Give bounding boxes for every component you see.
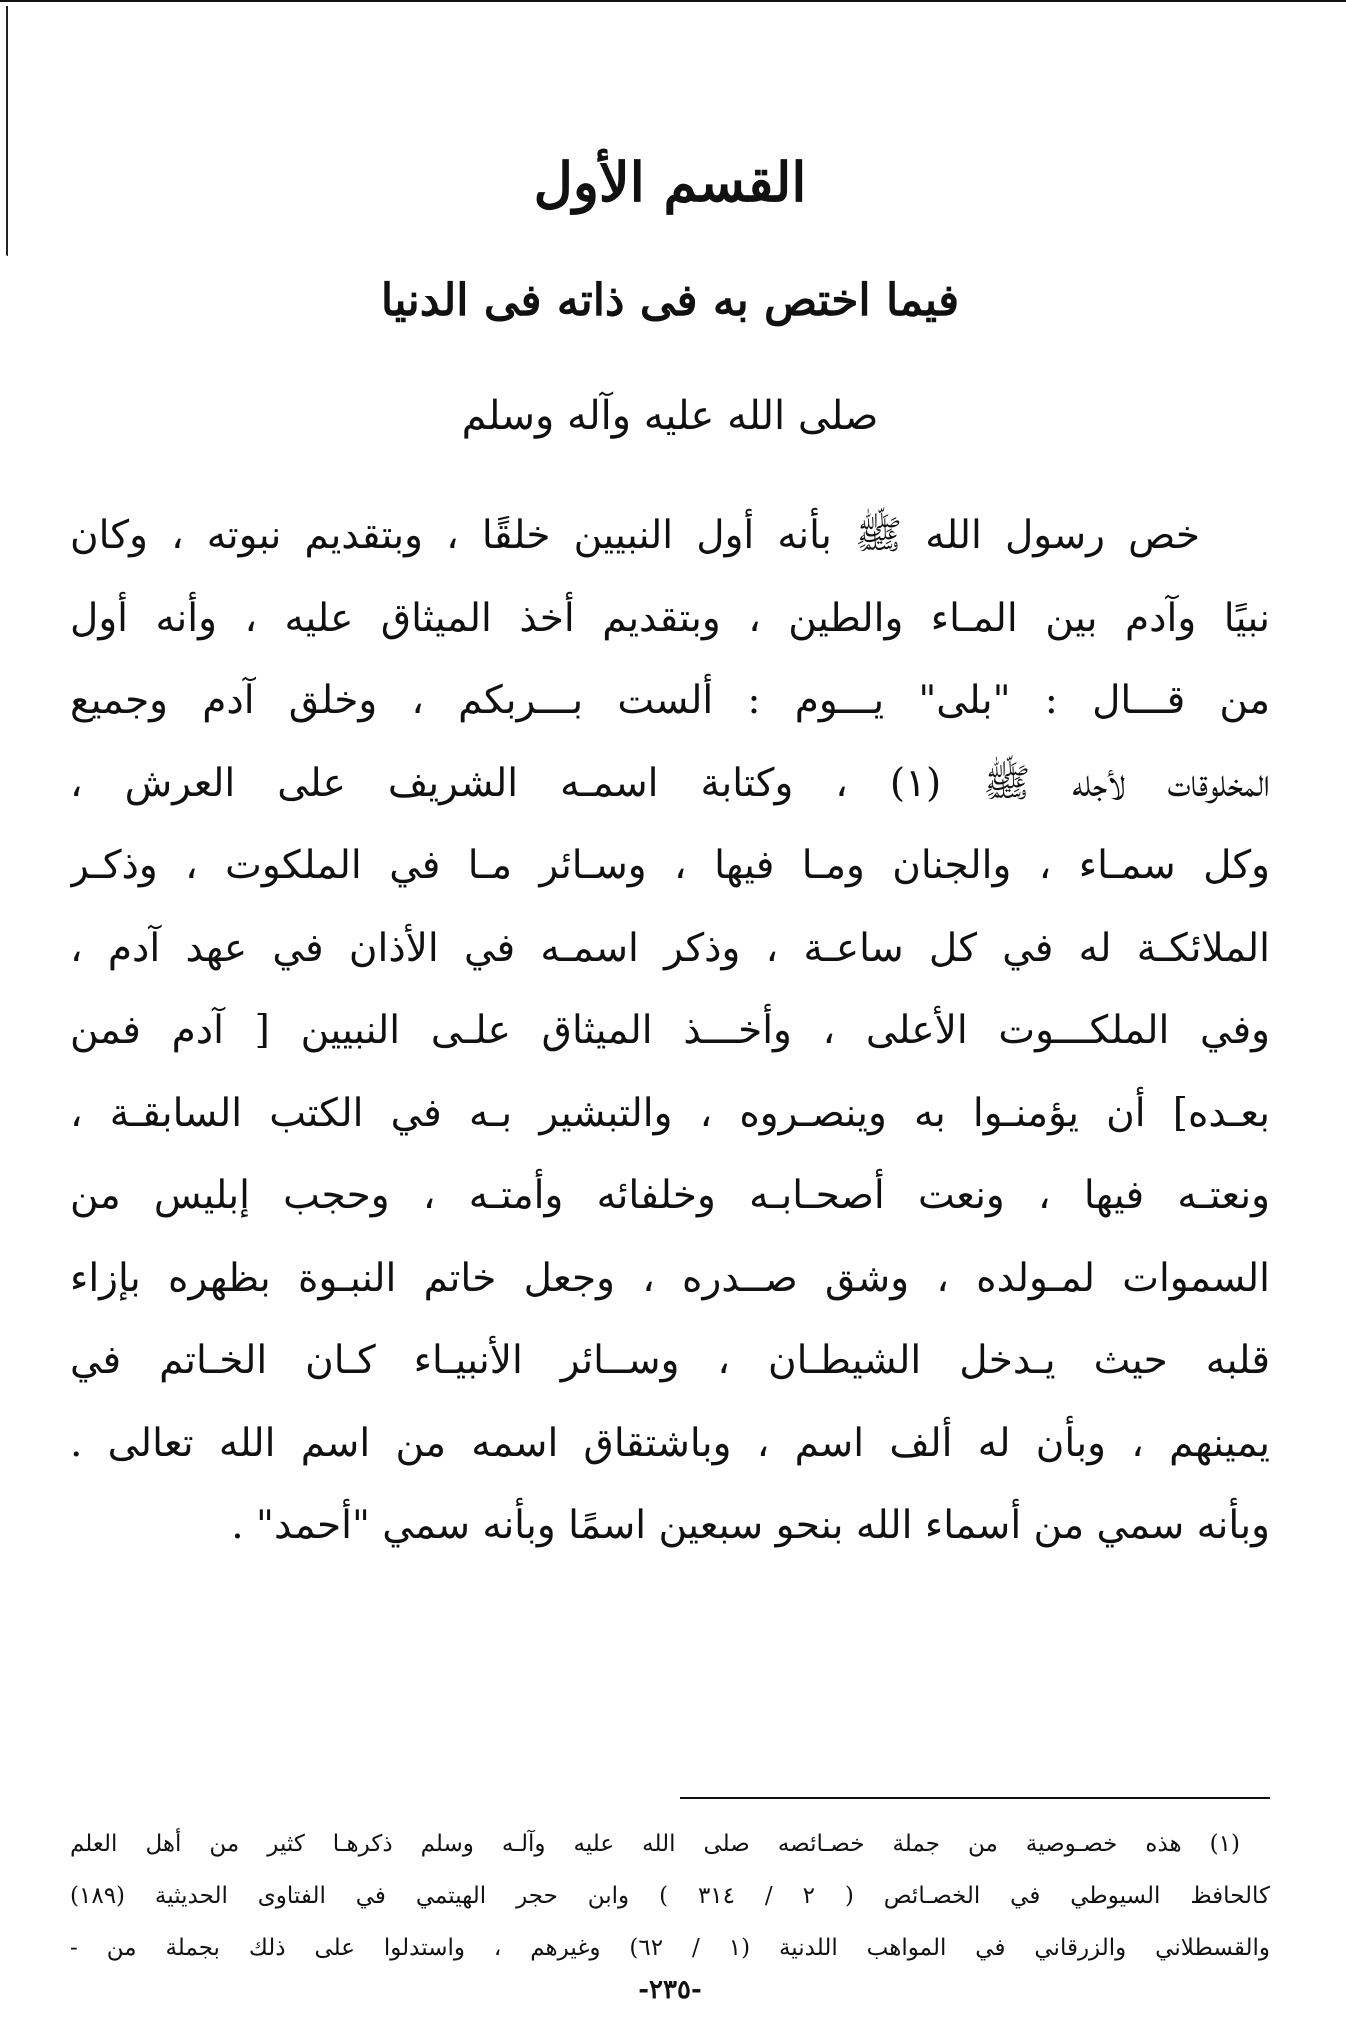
page-title: القسم الأول — [533, 150, 807, 214]
body-line: ونعتـه فيها ، ونعت أصحـابـه وخلفائه وأمتـه ، وحجب إبليس من — [70, 1173, 1270, 1218]
body-line: من قـــال : "بلى" يـــوم : ألست بـــربكم ، وخلق آدم وجميع — [70, 678, 1270, 723]
body-line: السموات لمـولده ، وشق صــدره ، وجعل خاتم النبـوة بظهره بإزاء — [70, 1255, 1270, 1301]
footnotes — [70, 1818, 1270, 1974]
book-page — [70, 0, 1270, 2037]
body-line: الملائكـة له في كل ساعـة ، وذكر اسمـه في الأذان في عهد آدم ، — [70, 925, 1270, 971]
body-line: وكل سمـاء ، والجنان ومـا فيها ، وسـائر مـا في الملكوت ، وذكـر — [70, 843, 1270, 888]
footnote-line: والقسطلاني والزرقاني في المواهب اللدنية (١ / ٦٢) وغيرهم ، واستدلوا على ذلك بجملة من - — [70, 1935, 1270, 1961]
footnote-separator — [680, 1797, 1270, 1799]
page-number: -٢٣٥- — [638, 1975, 702, 2005]
footnote-line: كالحافظ السيوطي في الخصـائص ( ٢ / ٣١٤ ) وابن حجر الهيتمي في الفتاوى الحديثية (١٨٩) — [70, 1883, 1270, 1909]
body-line: وبأنه سمي من أسماء الله بنحو سبعين اسمًا وبأنه سمي "أحمد" . — [231, 1503, 1270, 1548]
footnote-line: (١) هذه خصـوصية من جملة خصـائصه صلى الله عليه وآلـه وسلم ذكرهـا كثير من أهل العلم — [70, 1831, 1240, 1857]
body-paragraph — [70, 495, 1270, 1568]
body-line: المخلوقات لأجله ﷺ (١) ، وكتابة اسمـه الشريف على العرش ، — [70, 760, 1270, 806]
body-line: يمينهم ، وبأن له ألف اسم ، وباشتقاق اسمه من اسم الله تعالى . — [70, 1420, 1270, 1466]
page-subtitle: فيما اختص به فى ذاته فى الدنيا — [380, 275, 960, 326]
scan-edge-line — [6, 6, 8, 256]
body-line: وفي الملكـــوت الأعلى ، وأخـــذ الميثاق علـى النبيين [ آدم فمن — [70, 1008, 1270, 1053]
body-line: نبيًا وآدم بين المـاء والطين ، وبتقديم أخذ الميثاق عليه ، وأنه أول — [70, 595, 1270, 641]
body-line: قلبه حيث يـدخل الشيطـان ، وســائر الأنبيـاء كـان الخـاتم في — [70, 1338, 1270, 1383]
body-line: خص رسول الله ﷺ بأنه أول النبيين خلقًا ، وبتقديم نبوته ، وكان — [70, 513, 1200, 558]
body-line: بعـده] أن يؤمنـوا به وينصـروه ، والتبشير بـه في الكتب السابقـة ، — [70, 1090, 1270, 1136]
blessing-line: صلى الله عليه وآله وسلم — [461, 393, 879, 439]
